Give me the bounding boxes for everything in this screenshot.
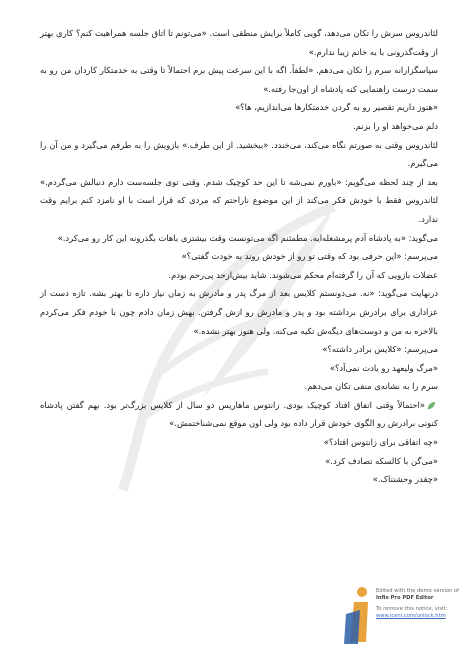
paragraph: درنهایت می‌گوید: «نه. می‌دونستم کلایس بعد از مرگ پدر و مادرش به زمان نیاز داره تا بهتر بشه. تازه دست از عزاداری برای برادرش برداشته بود و پدر و مادرش رو ازش گرفتن. بهش زمان دادم چون با خودم فکر می‌کردم بالاخره به من و دوست‌های دیگه‌ش تکیه می‌کنه. ولی هنوز بهتر نشده.» xyxy=(40,288,438,336)
paragraph: «هنوز داریم تقصیر رو به گردن خدمتکارها می‌اندازیم، ها؟» xyxy=(235,102,438,113)
paragraph: لئاندروس سرش را تکان می‌دهد، گویی کاملاً برایش منطقی است. «می‌تونم تا اتاق جلسه همراهیت کنم؟ کاری بهتر از وقت‌گذرونی با یه خانم زیبا ندارم.» xyxy=(40,28,438,57)
paragraph: لئاندروس وقتی به صورتم نگاه می‌کند، می‌خندد. «ببخشید. از این طرف.» بازویش را به طرفم می‌گیرد و من آن را می‌گیرم. xyxy=(40,139,438,169)
paragraph: می‌گوید: «به پادشاه آدم پرمشغله‌ایه. مطمئنم اگه می‌تونست وقت بیشتری باهات بگذرونه این کار رو می‌کرد.» xyxy=(57,232,438,243)
demo-notice-line: Edited with the demo version of xyxy=(376,588,460,594)
paragraph: «مرگ ولیعهد رو یادت نمی‌آد؟» xyxy=(329,362,438,373)
leaf-icon xyxy=(427,401,436,410)
paragraph: سپاسگزارانه سرم را تکان می‌دهم. «لطفاً. اگه با این سرعت پیش برم احتمالاً تا وقتی به خدمتکار کاردان من رو به سمت درست راهنمایی کنه پادشاه از اون‌جا رفته.» xyxy=(40,65,438,94)
paragraph: می‌پرسم: «کلایس برادر داشته؟» xyxy=(322,344,438,355)
unlock-link[interactable]: www.iceni.com/unlock.htm xyxy=(376,613,446,619)
paragraph: «چقدر وحشتناک.» xyxy=(372,474,438,485)
paragraph: می‌پرسم: «این حرفی بود که وقتی تو رو از خودش روند به خودت گفتی؟» xyxy=(181,251,438,262)
paragraph: سرم را به نشانه‌ی منفی تکان می‌دهم. xyxy=(304,381,438,392)
document-body xyxy=(40,24,438,489)
demo-notice xyxy=(376,588,468,620)
paragraph: بعد از چند لحظه می‌گویم: «باورم نمی‌شه تا این حد کوچیک شدم. وقتی توی جلسه‌ست دارم دنبالش می‌گردم.» لئاندروس فقط با خودش فکر می‌کند از این موضوع ناراحتم که مردی که قرار است با او نامزد کنم برایم وقت ندارد. xyxy=(40,176,438,224)
paragraph: دلم می‌خواهد او را بزنم. xyxy=(353,120,438,131)
paragraph: عضلات بازویی که آن را گرفته‌ام محکم می‌شوند. شاید بیش‌ازحد پی‌رحم بودم. xyxy=(168,269,438,280)
paragraph-with-leaf xyxy=(40,396,438,433)
paragraph: «می‌گن با کالسکه تصادف کرد.» xyxy=(325,455,438,466)
paragraph-text: «احتمالاً وقتی اتفاق افتاد کوچیک بودی. زانتوس ماهاریس دو سال از کلایس بزرگ‌تر بود. بهم گفتن پادشاه کنونی برادرش رو الگوی خودش قرار داده بود ولی اون موقع نمی‌شناختمش.» xyxy=(40,399,438,429)
demo-notice-product: Infix Pro PDF Editor xyxy=(376,595,434,601)
infix-logo-icon xyxy=(340,584,374,646)
paragraph: «چه اتفاقی برای زانتوس افتاد؟» xyxy=(323,437,438,448)
demo-notice-line: To remove this notice, visit: xyxy=(376,606,448,612)
